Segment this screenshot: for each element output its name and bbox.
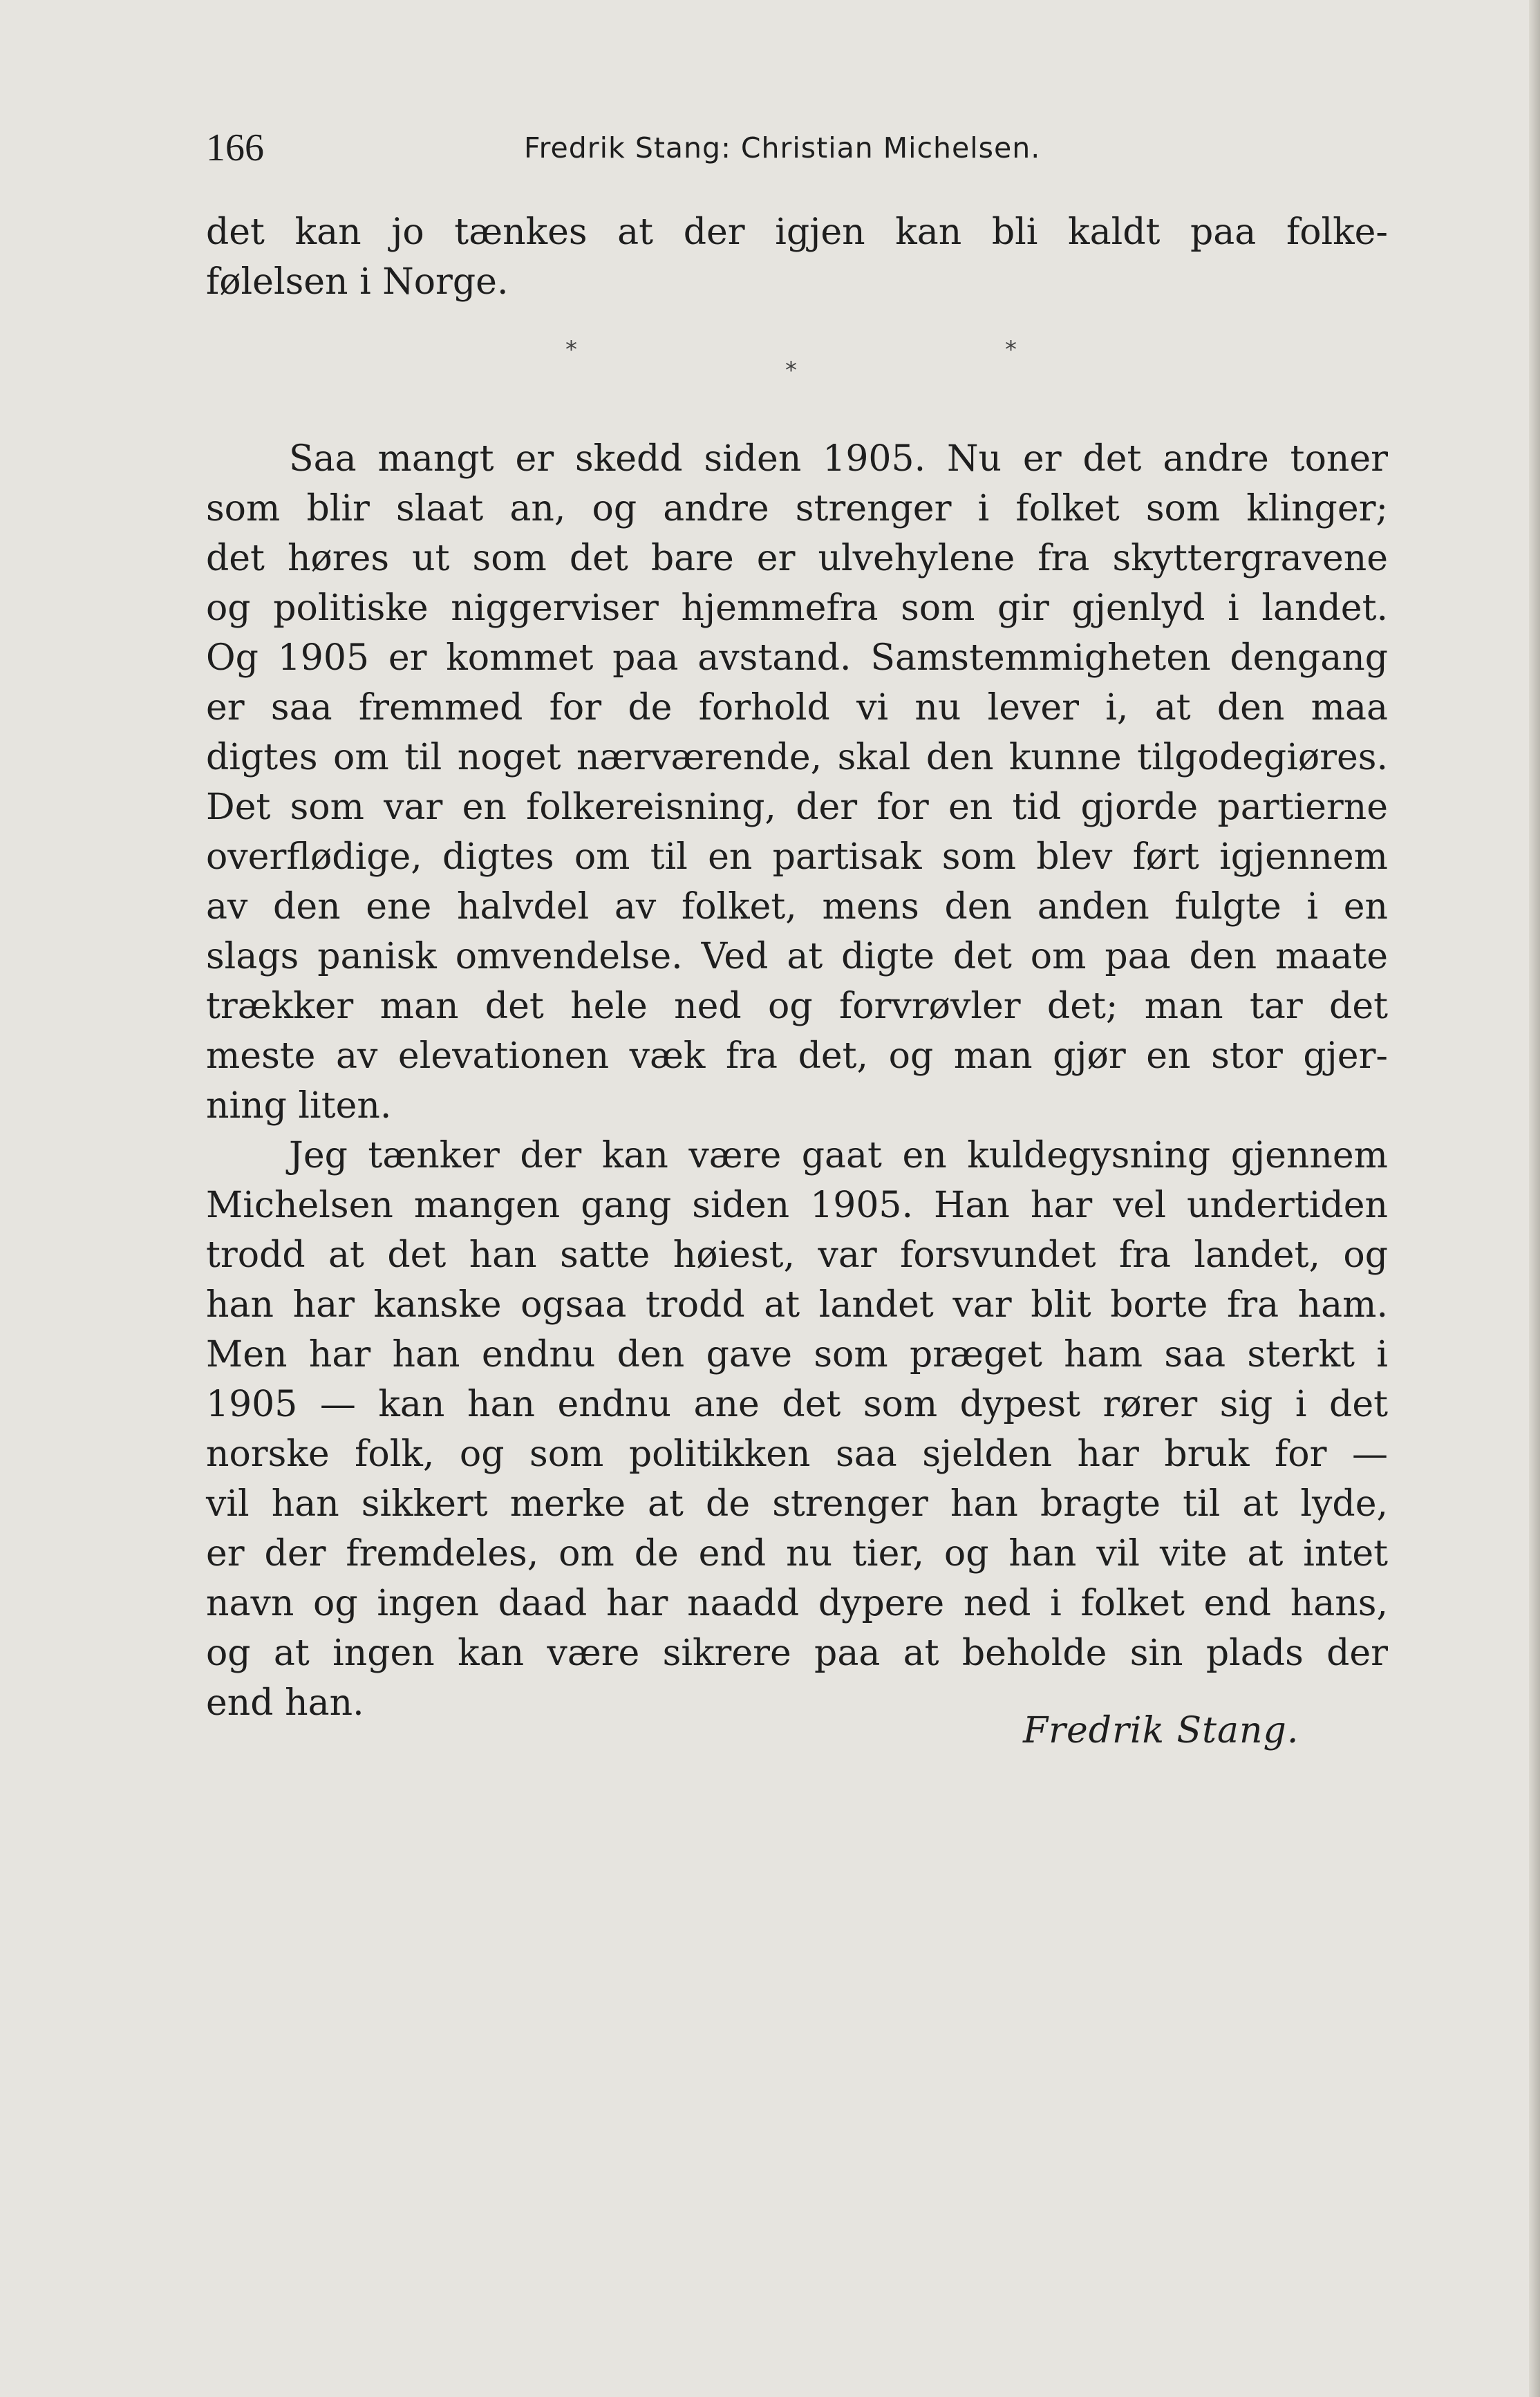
page-number: 166 xyxy=(206,126,264,169)
text-line: Og 1905 er kommet paa avstand. Samstemmigheten dengang xyxy=(206,637,1388,679)
text-line: slags panisk omvendelse. Ved at digte det om paa den maate xyxy=(206,936,1388,977)
text-line: og politiske niggerviser hjemmefra som gir gjenlyd i landet. xyxy=(206,588,1388,629)
text-line: Men har han endnu den gave som præget ham saa sterkt i xyxy=(206,1334,1388,1375)
text-line: Saa mangt er skedd siden 1905. Nu er det andre toner xyxy=(289,438,1388,480)
text-line: end han. xyxy=(206,1682,364,1724)
text-line: overflødige, digtes om til en partisak som blev ført igjennem xyxy=(206,836,1388,878)
text-line: ning liten. xyxy=(206,1085,392,1127)
text-line: Michelsen mangen gang siden 1905. Han har vel undertiden xyxy=(206,1185,1388,1226)
text-line: det kan jo tænkes at der igjen kan bli kaldt paa folke- xyxy=(206,212,1388,253)
text-line: vil han sikkert merke at de strenger han bragte til at lyde, xyxy=(206,1483,1388,1525)
text-line: det høres ut som det bare er ulvehylene fra skyttergravene xyxy=(206,538,1388,579)
text-line: av den ene halvdel av folket, mens den anden fulgte i en xyxy=(206,886,1388,928)
running-head: Fredrik Stang: Christian Michelsen. xyxy=(524,131,1041,164)
opening-paragraph xyxy=(206,207,1388,307)
text-line: og at ingen kan være sikrere paa at beholde sin plads der xyxy=(206,1633,1388,1674)
asterisk-center: * xyxy=(785,357,797,384)
page-header xyxy=(206,126,1388,174)
text-line: Jeg tænker der kan være gaat en kuldegysning gjennem xyxy=(289,1135,1388,1176)
text-line: Det som var en folkereisning, der for en tid gjorde partierne xyxy=(206,787,1388,828)
text-line: norske folk, og som politikken saa sjelden har bruk for — xyxy=(206,1434,1388,1475)
text-line: som blir slaat an, og andre strenger i folket som klinger; xyxy=(206,488,1388,529)
paragraph-1 xyxy=(206,434,1388,1728)
text-line: trodd at det han satte høiest, var forsvundet fra landet, og xyxy=(206,1234,1388,1276)
text-line: 1905 — kan han endnu ane det som dypest rører sig i det xyxy=(206,1384,1388,1425)
text-line: navn og ingen daad har naadd dypere ned i folket end hans, xyxy=(206,1583,1388,1624)
author-signature: Fredrik Stang. xyxy=(1023,1710,1299,1751)
text-line: er der fremdeles, om de end nu tier, og han vil vite at intet xyxy=(206,1533,1388,1574)
section-break xyxy=(0,326,1540,395)
text-line: trækker man det hele ned og forvrøvler det; man tar det xyxy=(206,986,1388,1027)
asterisk-left: * xyxy=(565,336,577,364)
text-line: digtes om til noget nærværende, skal den kunne tilgodegiøres. xyxy=(206,737,1388,778)
text-line: han har kanske ogsaa trodd at landet var blit borte fra ham. xyxy=(206,1284,1388,1326)
text-line: er saa fremmed for de forhold vi nu lever i, at den maa xyxy=(206,687,1388,728)
asterisk-right: * xyxy=(1005,336,1017,364)
text-line: meste av elevationen væk fra det, og man gjør en stor gjer- xyxy=(206,1035,1388,1077)
text-line: følelsen i Norge. xyxy=(206,261,509,303)
